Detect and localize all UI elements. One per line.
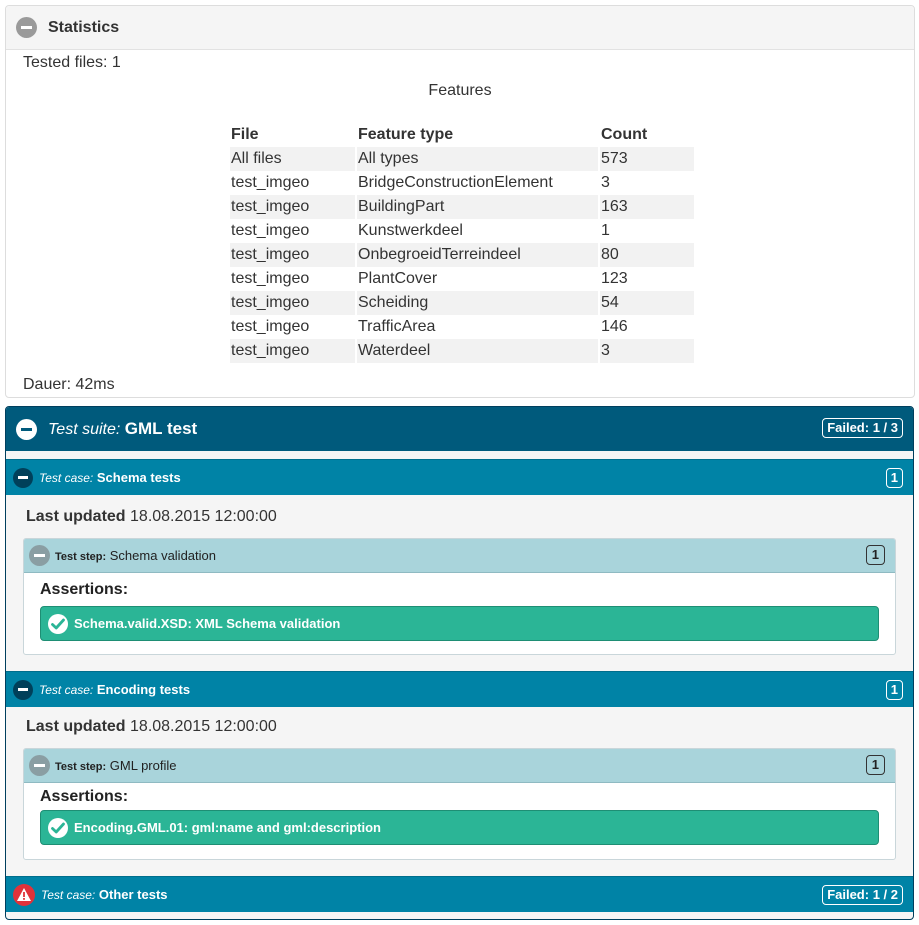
count-badge: 1 [866,755,885,775]
table-row [230,195,694,219]
cell-feature-type: TrafficArea [358,318,436,335]
cell-count: 573 [600,147,694,171]
assertion-passed[interactable] [40,810,879,845]
test-step-name: Schema validation [109,548,216,563]
test-step-gml-profile [23,748,896,860]
test-case-prefix: Test case: [39,683,94,697]
duration-label: Dauer: 42ms [23,376,115,393]
last-updated [26,508,277,526]
statistics-title: Statistics [48,18,120,36]
collapse-icon[interactable] [16,17,37,38]
cell-count: 80 [600,243,694,267]
test-suite-name: GML test [124,419,198,438]
table-row [230,219,694,243]
count-badge: 1 [866,545,885,565]
cell-file: test_imgeo [230,291,355,315]
test-step-prefix: Test step: [55,551,107,563]
test-step-name: GML profile [109,758,177,773]
failed-count-badge: Failed: 1 / 2 [822,885,903,905]
table-row [230,339,694,363]
cell-feature-type: Kunstwerkdeel [358,222,463,239]
assertions-label: Assertions: [40,581,129,598]
cell-count: 146 [601,318,628,335]
cell-feature-type: OnbegroeidTerreindeel [357,243,598,267]
cell-file: test_imgeo [231,270,310,287]
last-updated-value: 18.08.2015 12:00:00 [130,718,277,735]
column-header-file: File [231,126,259,143]
test-case-body-schema [6,495,913,671]
test-step-schema-validation [23,538,896,655]
test-case-prefix: Test case: [39,471,94,485]
cell-count: 54 [600,291,694,315]
last-updated-label: Last updated [26,718,126,735]
statistics-panel [5,5,915,398]
checkmark-icon [48,818,68,838]
test-step-title [55,548,216,563]
cell-count: 163 [600,195,694,219]
test-suite-title [48,419,197,439]
table-row [230,315,694,339]
test-case-header-encoding[interactable] [6,671,913,707]
test-case-header-other[interactable] [6,876,913,912]
test-case-prefix: Test case: [41,888,96,902]
cell-feature-type: All types [357,147,598,171]
cell-file: test_imgeo [230,339,355,363]
test-suite-prefix: Test suite: [48,421,121,438]
cell-count: 3 [600,339,694,363]
collapse-icon[interactable] [13,468,33,488]
test-case-body-encoding [6,707,913,876]
test-step-header[interactable] [24,539,895,573]
table-row [230,171,694,195]
collapse-icon[interactable] [29,545,50,566]
features-table [228,123,696,363]
test-case-header-schema[interactable] [6,459,913,495]
table-row [230,147,694,171]
test-case-name: Schema tests [96,470,181,485]
last-updated-label: Last updated [26,508,126,525]
cell-count: 123 [601,270,628,287]
count-badge: 1 [886,468,903,488]
assertion-passed[interactable] [40,606,879,641]
table-row [230,291,694,315]
cell-count: 1 [601,222,610,239]
assertion-label: Encoding.GML.01: gml:name and gml:description [74,820,381,835]
collapse-icon[interactable] [13,680,33,700]
test-case-name: Other tests [98,887,168,902]
features-table-caption: Features [428,82,492,99]
cell-feature-type: BridgeConstructionElement [358,174,553,191]
failed-count-badge: Failed: 1 / 3 [822,418,903,438]
collapse-icon[interactable] [29,755,50,776]
count-badge: 1 [886,680,903,700]
cell-file: test_imgeo [231,174,310,191]
cell-feature-type: Waterdeel [357,339,598,363]
cell-feature-type: BuildingPart [357,195,598,219]
assertion-label: Schema.valid.XSD: XML Schema validation [74,616,341,631]
test-case-title [41,887,168,902]
cell-feature-type: Scheiding [357,291,598,315]
column-header-count: Count [601,126,648,143]
assertions-label: Assertions: [40,788,129,805]
cell-file: test_imgeo [231,222,310,239]
statistics-header[interactable] [6,6,914,50]
cell-file: test_imgeo [230,195,355,219]
test-step-prefix: Test step: [55,761,107,773]
table-row [230,267,694,291]
tested-files-label: Tested files: 1 [23,54,121,71]
test-suite-panel [5,406,914,920]
test-case-title [39,470,181,485]
cell-file: All files [230,147,355,171]
collapse-icon[interactable] [16,419,37,440]
test-step-header[interactable] [24,749,895,783]
cell-file: test_imgeo [230,243,355,267]
last-updated-value: 18.08.2015 12:00:00 [130,508,277,525]
table-row [230,243,694,267]
test-step-title [55,758,176,773]
test-suite-header[interactable] [6,407,913,451]
cell-count: 3 [601,174,610,191]
cell-feature-type: PlantCover [358,270,438,287]
table-header-row [230,123,694,147]
test-case-title [39,682,190,697]
last-updated [26,718,277,736]
column-header-feature-type: Feature type [358,126,454,143]
checkmark-icon [48,614,68,634]
warning-icon [13,884,35,906]
test-case-name: Encoding tests [96,682,191,697]
cell-file: test_imgeo [231,318,310,335]
